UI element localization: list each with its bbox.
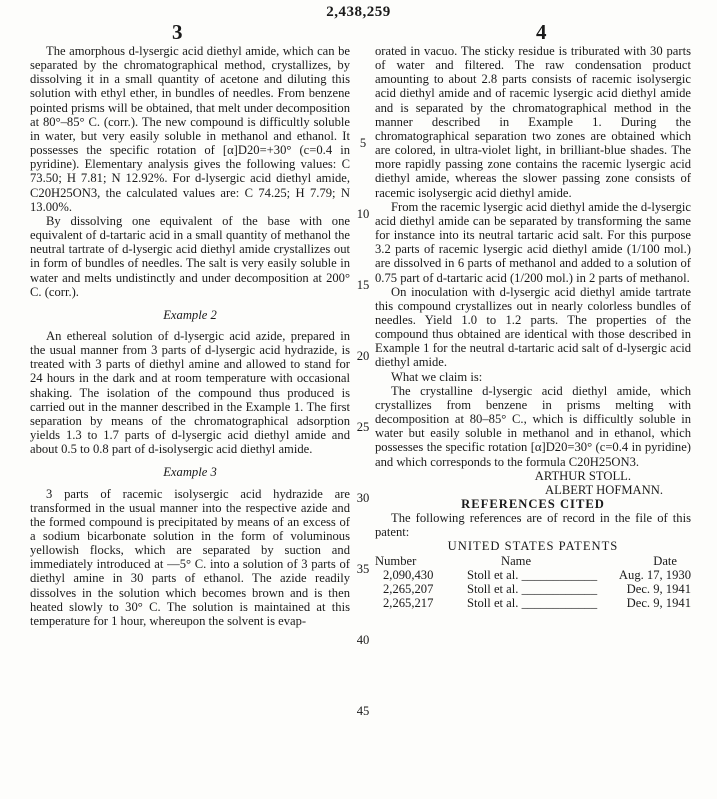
example-3-text: 3 parts of racemic isolysergic acid hydrazide are transformed in the usual manner into the respective azide and the formed compound is precipitated by means of an excess of a sodium bicarbonate solution in the form of voluminous yellowish flocks, which are separated by suction and immediately introduced at —5° C. into a solution of 3 parts of diethyl amine in 30 parts of ethanol. The azide readily dissolves in the solution which becomes brown and is then heated slowly to 30° C. The solution is maintained at this temperature for 1 hour, whereupon the solvent is evap- [30, 486, 350, 628]
line-number: 45 [356, 704, 370, 718]
paragraph: On inoculation with d-lysergic acid diethyl amide tartrate this compound crystallizes out in nearly colorless bundles of needles. Yield 1.0 to 1.2 parts. The properties of the compound thus obtained are identical with those described in Example 1 for the neutral d-tartaric acid salt of d-lysergic acid diethyl amide. [375, 284, 691, 370]
table-row [375, 568, 691, 582]
patent-name-cell: Stoll et al. ____________ [467, 595, 598, 610]
column-header-number: Number [375, 553, 417, 568]
patent-date-cell: Dec. 9, 1941 [626, 581, 691, 596]
references-intro: The following references are of record in the file of this patent: [375, 511, 691, 540]
table-row [375, 582, 691, 596]
paragraph: From the racemic lysergic acid diethyl amide the d-lysergic acid diethyl amide can be separated by transforming the same for instance into its neutral tartaric acid salt. For this purpose 3.2 parts of racemic lysergic acid diethyl amide (1/100 mol.) are dissolved in 6 parts of methanol and added to a solution of 0.75 part of d-tartaric acid (1/200 mol.) in 2 parts of methanol. [375, 199, 691, 285]
patent-number-cell: 2,265,207 [383, 581, 434, 596]
patent-number: 2,438,259 [326, 4, 391, 20]
line-number: 25 [356, 420, 370, 434]
references-title: REFERENCES CITED [461, 497, 605, 511]
paragraph: The amorphous d-lysergic acid diethyl amide, which can be separated by the chromatographical method, crystallizes, by dissolving it in a small quantity of acetone and diluting this solution with ethyl ether, in bundles of needles. From benzene pointed prisms will be obtained, that melt under decomposition at 80°–85° C. (corr.). The new compound is difficultly soluble in water, but very easily soluble in methanol and ethanol. It possesses the specific rotation of [α]D20=+30° (c=0.4 in pyridine). Elementary analysis gives the following values: C 73.50; H 7.81; N 12.92%. For d-lysergic acid diethyl amide, C20H25ON3, the calculated values are: C 74.25; H 7.79; N 13.00%. [30, 44, 350, 214]
patent-number-cell: 2,265,217 [383, 595, 434, 610]
column-header-name: Name [501, 553, 532, 568]
left-column [30, 44, 350, 628]
signature-hofmann: ALBERT HOFMANN. [545, 482, 663, 497]
left-column-number: 3 [172, 20, 183, 44]
paragraph: orated in vacuo. The sticky residue is triburated with 30 parts of water and filtered. The raw condensation product amounting to about 2.8 parts consists of racemic isolysergic acid diethyl amide and of racemic lysergic acid diethyl amide and is separated by the chromatographical method in the manner described in Example 1. During the chromatographical separation two zones are obtained which are colored, in ultra-violet light, in brilliant-blue shades. The more rapidly passing zone contains the racemic lysergic acid diethyl amide, whereas the slower passing zone consists of racemic isolysergic acid diethyl amide. [375, 44, 691, 200]
line-number: 40 [356, 633, 370, 647]
line-number: 15 [356, 278, 370, 292]
patent-date-cell: Aug. 17, 1930 [618, 567, 691, 582]
example-3-heading: Example 3 [163, 465, 217, 480]
patent-name-cell: Stoll et al. ____________ [467, 567, 598, 582]
patent-name: Stoll et al. [467, 581, 519, 596]
claim-heading: What we claim is: [391, 369, 483, 384]
patent-name: Stoll et al. [467, 567, 519, 582]
example-2-text: An ethereal solution of d-lysergic acid azide, prepared in the usual manner from 3 parts of d-lysergic acid hydrazide, is treated with 3 parts of diethyl amine and allowed to stand for 24 hours in the dark and at room temperature with occasional shaking. The isolation of the compound thus produced is carried out in the manner described in the Example 1. The first separation by means of the chromatographical adsorption yields 1.3 to 1.7 parts of d-lysergic acid diethyl amide and about 0.5 to 0.8 part of d-isolysergic acid diethyl amide. [30, 328, 350, 457]
patent-name: Stoll et al. [467, 595, 519, 610]
patent-number-cell: 2,090,430 [383, 567, 434, 582]
claim-text: The crystalline d-lysergic acid diethyl amide, which crystallizes from benzene in prisms melting with decomposition at 80–85° C., which is difficultly soluble in water but easily soluble in methanol and in ethanol, which possesses the specific rotation [α]D20=30° (c=0.4 in pyridine) and which corresponds to the formula C20H25ON3. [375, 383, 691, 469]
right-column-number: 4 [536, 20, 547, 44]
patent-date-cell: Dec. 9, 1941 [626, 595, 691, 610]
column-header-date: Date [653, 553, 677, 568]
patent-name-cell: Stoll et al. ____________ [467, 581, 598, 596]
table-row [375, 596, 691, 610]
line-number: 35 [356, 562, 370, 576]
line-number: 5 [359, 136, 367, 150]
signature-stoll: ARTHUR STOLL. [534, 468, 631, 483]
table-header-row [375, 554, 691, 568]
paragraph: By dissolving one equivalent of the base with one equivalent of d-tartaric acid in a small quantity of methanol the neutral tartrate of d-lysergic acid diethyl amide crystallizes out in form of bundles of needles. The salt is very easily soluble in water and melts undistinctly and under decomposition at 200° C. (corr.). [30, 213, 350, 299]
example-2-heading: Example 2 [163, 307, 217, 322]
us-patents-title: UNITED STATES PATENTS [447, 539, 619, 554]
line-number: 20 [356, 349, 370, 363]
references-table [375, 554, 691, 610]
right-column [375, 44, 691, 610]
line-number: 10 [356, 207, 370, 221]
line-number: 30 [356, 491, 370, 505]
